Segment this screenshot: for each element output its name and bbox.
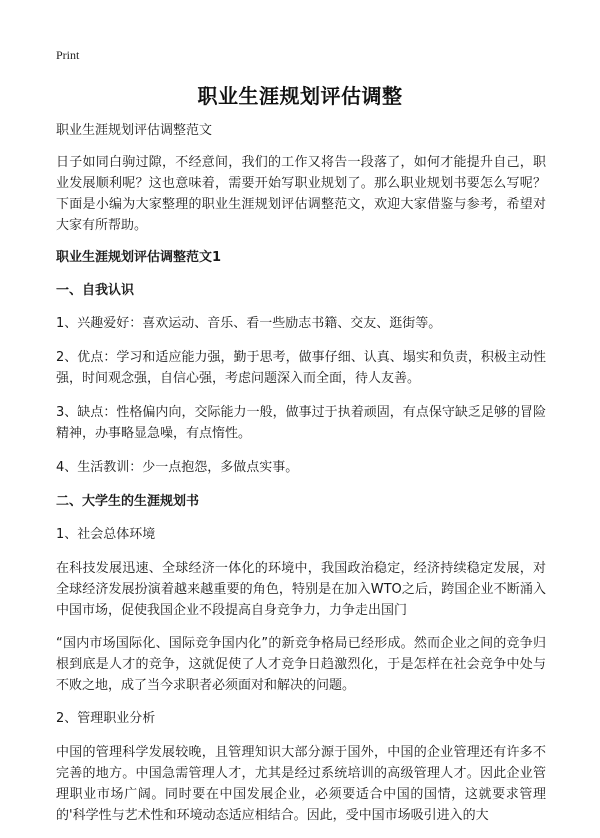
document-subtitle: 职业生涯规划评估调整范文 — [56, 123, 213, 138]
part2-subheading: 1、社会总体环境 — [56, 527, 156, 542]
paragraph: “国内市场国际化、国际竞争国内化”的新竞争格局已经形成。然而企业之间的竞争归根到底是人才的竞争，这就促使了人才竞争日趋激烈化，于是怎样在社会竞争中处与不败之地，成了当今求职者必须面对和解决的问题。 — [56, 636, 546, 693]
intro-paragraph: 日子如同白驹过隙，不经意间，我们的工作又将告一段落了，如何才能提升自己，职业发展顺利呢？这也意味着，需要开始写职业规划了。那么职业规划书要怎么写呢？下面是小编为大家整理的职业生涯规划评估调整范文，欢迎大家借鉴与参考，希望对大家有所帮助。 — [56, 155, 546, 233]
document-body — [56, 120, 546, 838]
list-item: 1、兴趣爱好：喜欢运动、音乐、看一些励志书籍、交友、逛街等。 — [56, 316, 442, 331]
page-title: 职业生涯规划评估调整 — [197, 84, 403, 108]
list-item: 4、生活教训：少一点抱怨，多做点实事。 — [56, 460, 299, 475]
paragraph: 在科技发展迅速、全球经济一体化的环境中，我国政治稳定，经济持续稳定发展，对全球经济发展扮演着越来越重要的角色，特别是在加入WTO之后，跨国企业不断涌入中国市场，促使我国企业不段提高自身竞争力，力争走出国门 — [56, 561, 546, 618]
section-title: 职业生涯规划评估调整范文1 — [56, 250, 222, 265]
part1-heading: 一、自我认识 — [56, 283, 135, 298]
list-item: 2、优点：学习和适应能力强，勤于思考，做事仔细、认真、塌实和负责，积极主动性强，时间观念强，自信心强，考虑问题深入而全面，待人友善。 — [56, 350, 546, 386]
list-item: 3、缺点：性格偏内向，交际能力一般，做事过于执着顽固，有点保守缺乏足够的冒险精神，办事略显急噪，有点惰性。 — [56, 405, 546, 441]
part2-subheading: 2、管理职业分析 — [56, 711, 156, 726]
paragraph: 中国的管理科学发展较晚，且管理知识大部分源于国外，中国的企业管理还有许多不完善的地方。中国急需管理人才，尤其是经过系统培训的高级管理人才。因此企业管理职业市场广阔。同时要在中国发展企业，必须要适合中国的国情，这就要求管理的'科学性与艺术性和环境动态适应相结合。因此，受中国市场吸引进入的大 — [56, 745, 546, 823]
part2-heading: 二、大学生的生涯规划书 — [56, 494, 200, 509]
print-label: Print — [56, 48, 80, 62]
